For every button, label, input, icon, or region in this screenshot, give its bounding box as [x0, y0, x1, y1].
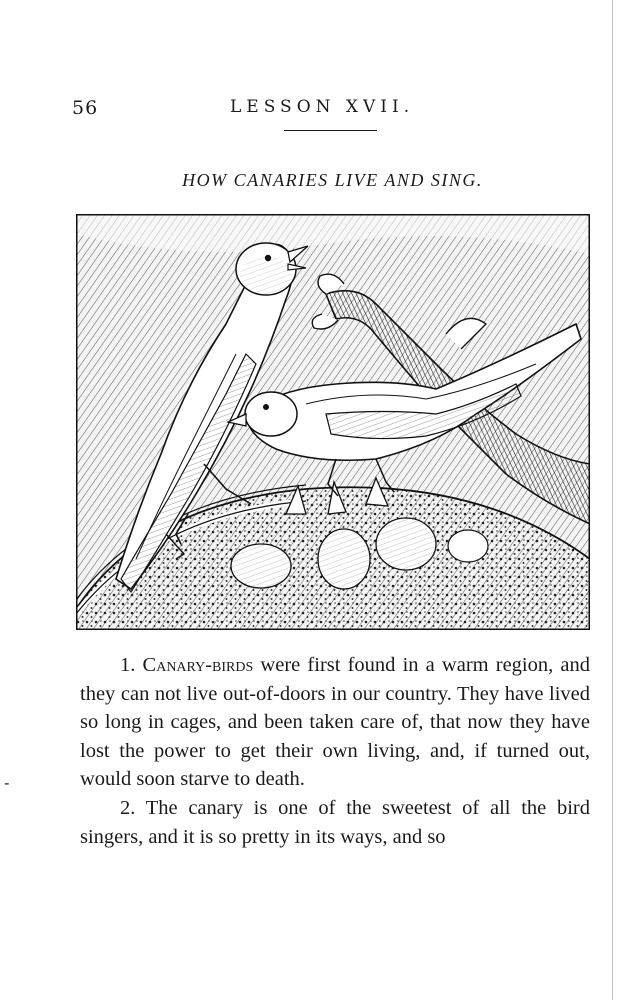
paragraph-number: 1. [120, 654, 136, 676]
page-number: 56 [72, 97, 99, 119]
canaries-engraving [76, 214, 590, 630]
story-title: HOW CANARIES LIVE AND SING. [182, 170, 483, 190]
paragraph-number: 2. [120, 796, 136, 819]
margin-mark: - [4, 773, 10, 792]
page-edge-rule [612, 0, 613, 1000]
lesson-heading: LESSON XVII. [230, 97, 415, 117]
paragraph-2 [80, 794, 590, 851]
paragraph-text: were first found in a warm region, and they can not live out-of-doors in our country. They have lived so long in cages, and been taken care of, that now they have lost the power to get their own living, and, if turned out, would soon starve to death. [80, 654, 590, 791]
paragraph-lead-word: Canary-birds [142, 654, 254, 676]
lesson-body [80, 651, 590, 851]
heading-rule [284, 130, 377, 131]
paragraph-1 [80, 651, 590, 794]
paragraph-text: The canary is one of the sweetest of all the bird singers, and it is so pretty in its ways, and so [80, 796, 590, 848]
